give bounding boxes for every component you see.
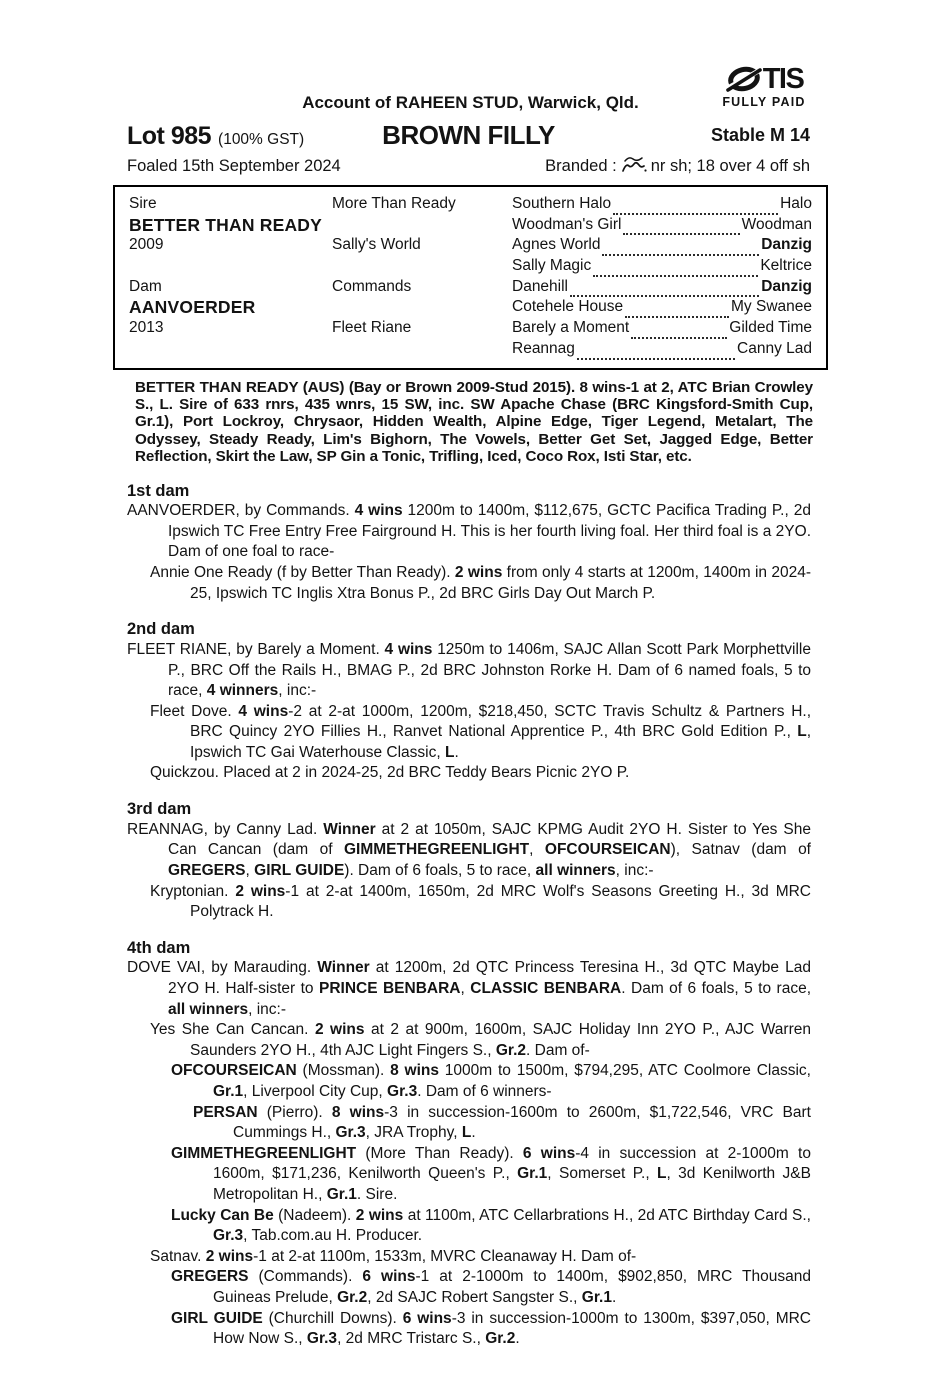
- section-heading: 2nd dam: [127, 620, 195, 639]
- ancestor-sire-name: Canny Lad: [737, 339, 812, 357]
- section-heading: 4th dam: [127, 938, 191, 957]
- ancestor-sire-name: Gilded Time: [729, 319, 812, 337]
- pedigree-paragraph: Fleet Dove. 4 wins-2 at 2-at 1000m, 1200m, $218,450, SCTC Travis Schultz & Partners H., BRC Quincy 2YO Fillies H., Ranvet National Apprentice P., 4th BRC Gold Edition P., L, Ipswich TC Gai Waterhouse Classic, L.: [150, 702, 811, 761]
- dot-leader: [570, 280, 759, 297]
- fully-paid-label: FULLY PAID: [722, 95, 806, 109]
- dot-leader: [623, 218, 739, 235]
- pedigree-paragraph: GREGERS (Commands). 6 wins-1 at 2-1000m to 1400m, $902,850, MRC Thousand Guineas Prelude, Gr.2, 2d SAJC Robert Sangster S., Gr.1.: [171, 1268, 811, 1306]
- sire-label: Sire: [129, 195, 157, 212]
- pedigree-paragraph: PERSAN (Pierro). 8 wins-3 in succession-1600m to 2600m, $1,722,546, VRC Bart Cummings H., Gr.3, JRA Trophy, L.: [193, 1103, 811, 1142]
- ancestor-sire-name: Keltrice: [760, 257, 812, 275]
- section-heading: 1st dam: [127, 481, 190, 500]
- sire-summary-paragraph: BETTER THAN READY (AUS) (Bay or Brown 2009-Stud 2015). 8 wins-1 at 2, ATC Brian Crowley S., L. Sire of 633 rnrs, 435 wnrs, 15 SW, inc. SW Apache Chase (BRC Kingsford-Smith Cup, Gr.1), Port Lockroy, Chrysaor, Hidden Wealth, Alpine Edge, Tiger Legend, Metalart, The Odyssey, Steady Ready, Lim's Bighorn, The Vowels, Better Get Set, Jagged Edge, Better Reflection, Skirt the Law, SP Gin a Tonic, Trifling, Iced, Coco Rox, Isti Star, etc.: [135, 378, 813, 466]
- ancestor-sire-name: My Swanee: [731, 298, 812, 316]
- qtis-logo-row: [712, 64, 816, 94]
- branded-prefix: Branded :: [545, 156, 617, 175]
- stud-brand-icon: [621, 154, 647, 174]
- pedigree-sire-block: [129, 194, 812, 277]
- gst-note: (100% GST): [218, 131, 305, 148]
- stable-number: Stable M 14: [710, 125, 810, 145]
- ancestor-row: [512, 297, 812, 318]
- ancestor-row: [512, 277, 812, 298]
- pedigree-paragraph: Yes She Can Cancan. 2 wins at 2 at 900m, 1600m, SAJC Holiday Inn 2YO P., AJC Warren Saunders 2YO H., 4th AJC Light Fingers S., Gr.2. Dam of-: [150, 1021, 811, 1059]
- dam-year: 2013: [129, 319, 164, 337]
- pedigree-paragraph: GIMMETHEGREENLIGHT (More Than Ready). 6 wins-4 in succession at 2-1000m to 1600m, $171,236, Kenilworth Queen's P., Gr.1, Somerset P., L, 3d Kenilworth J&B Metropolitan H., Gr.1. Sire.: [171, 1144, 811, 1203]
- dot-leader: [625, 301, 729, 318]
- sire-year: 2009: [129, 236, 164, 254]
- sire-ancestors-column: [512, 194, 812, 277]
- pedigree-paragraph: REANNAG, by Canny Lad. Winner at 2 at 1050m, SAJC KPMG Audit 2YO H. Sister to Yes She Can Cancan (dam of GIMMETHEGREENLIGHT, OFCOURSEICAN), Satnav (dam of GREGERS, GIRL GUIDE). Dam of 6 foals, 5 to race, all winners, inc:-: [127, 820, 812, 879]
- pedigree-paragraph: OFCOURSEICAN (Mossman). 8 wins 1000m to 1500m, $794,295, ATC Coolmore Classic, Gr.1, Liverpool City Cup, Gr.3. Dam of 6 winners-: [171, 1062, 811, 1100]
- dam-label: Dam: [129, 277, 162, 295]
- pedigree-paragraph: GIRL GUIDE (Churchill Downs). 6 wins-3 in succession-1000m to 1300m, $397,050, MRC How Now S., Gr.3, 2d MRC Tristarc S., Gr.2.: [171, 1309, 811, 1348]
- ancestor-sire-name: Danzig: [761, 277, 812, 295]
- sire-parents-column: [332, 194, 512, 277]
- sire-column: [129, 194, 332, 277]
- sire-parent-2: Sally's World: [332, 236, 421, 254]
- dot-leader: [631, 322, 727, 339]
- dam-parents-column: [332, 277, 512, 360]
- pedigree-paragraph: Kryptonian. 2 wins-1 at 2-at 1400m, 1650m, 2d MRC Wolf's Seasons Greeting H., 3d MRC Polytrack H.: [150, 882, 811, 921]
- pedigree-paragraph: Lucky Can Be (Nadeem). 2 wins at 1100m, ATC Cellarbrations H., 2d ATC Birthday Card S., Gr.3, Tab.com.au H. Producer.: [171, 1206, 811, 1245]
- pedigree-paragraph: DOVE VAI, by Marauding. Winner at 1200m, 2d QTC Princess Teresina H., 3d QTC Maybe Lad 2YO H. Half-sister to PRINCE BENBARA, CLASSIC BENBARA. Dam of 6 foals, 5 to race, all winners, inc:-: [127, 959, 811, 1018]
- ancestor-name: Barely a Moment: [512, 319, 630, 337]
- ancestor-row: [512, 194, 812, 215]
- lot-left-group: [127, 122, 382, 151]
- ancestor-sire-name: Halo: [780, 195, 812, 212]
- horse-title: BROWN FILLY: [382, 120, 555, 150]
- ancestor-name: Danehill: [512, 277, 569, 295]
- lot-line: [113, 120, 828, 151]
- pedigree-paragraph: AANVOERDER, by Commands. 4 wins 1200m to 1400m, $112,675, GCTC Pacifica Trading P., 2d Ipswich TC Free Entry Free Fairground H. This is her fourth living foal. Her third foal is a 2YO. Dam of one foal to race-: [127, 502, 811, 561]
- ancestor-name: Reannag: [512, 339, 575, 357]
- qtis-logo-text: TIS: [762, 63, 804, 95]
- ancestor-row: [512, 339, 812, 360]
- pedigree-paragraph: FLEET RIANE, by Barely a Moment. 4 wins 1250m to 1406m, SAJC Allan Scott Park Morphettville P., BRC Off the Rails H., BMAG P., 2d BRC Johnston Rorke H. Dam of 6 named foals, 5 to race, 4 winners, inc:-: [127, 640, 811, 700]
- dot-leader: [593, 260, 758, 277]
- branded-suffix: nr sh; 18 over 4 off sh: [650, 156, 810, 175]
- ancestor-name: Woodman's Girl: [512, 215, 622, 233]
- ancestor-row: [512, 318, 812, 339]
- pedigree-paragraph: Quickzou. Placed at 2 in 2024-25, 2d BRC Teddy Bears Picnic 2YO P.: [150, 764, 630, 782]
- sire-name: BETTER THAN READY: [129, 214, 322, 235]
- branded-info: [545, 156, 810, 176]
- qtis-logo: [712, 64, 816, 109]
- pedigree-paragraph: Annie One Ready (f by Better Than Ready). 2 wins from only 4 starts at 1200m, 1400m in 2024-25, Ipswich TC Inglis Xtra Bonus P., 2d BRC Girls Day Out March P.: [150, 564, 811, 602]
- ancestor-sire-name: Danzig: [761, 236, 812, 254]
- pedigree-table: [113, 185, 828, 370]
- ancestor-name: Sally Magic: [512, 257, 592, 275]
- dam-ancestors-column: [512, 277, 812, 360]
- section-heading: 3rd dam: [127, 800, 192, 819]
- foaled-date: Foaled 15th September 2024: [127, 156, 341, 175]
- ancestor-row: [512, 215, 812, 236]
- dot-leader: [602, 239, 759, 256]
- account-line: Account of RAHEEN STUD, Warwick, Qld.: [302, 93, 639, 112]
- lot-number: Lot 985: [127, 122, 212, 150]
- ancestor-name: Cotehele House: [512, 298, 624, 316]
- dam-column: [129, 277, 332, 360]
- sire-parent-1: More Than Ready: [332, 195, 456, 212]
- ancestor-sire-name: Woodman: [741, 215, 812, 233]
- dam-parent-1: Commands: [332, 277, 412, 295]
- ancestor-name: Agnes World: [512, 236, 601, 254]
- ancestor-row: [512, 235, 812, 256]
- dot-leader: [577, 343, 735, 360]
- foaled-branded-line: [113, 156, 828, 176]
- dam-name: AANVOERDER: [129, 297, 256, 318]
- ancestor-name: Southern Halo: [512, 195, 612, 212]
- dam-parent-2: Fleet Riane: [332, 319, 412, 337]
- dam-sections: [127, 481, 811, 1350]
- pedigree-paragraph: Satnav. 2 wins-1 at 2-at 1100m, 1533m, MVRC Cleanaway H. Dam of-: [150, 1247, 637, 1265]
- pedigree-dam-block: [129, 277, 812, 360]
- ancestor-row: [512, 256, 812, 277]
- qtis-q-swoosh-icon: [725, 64, 763, 94]
- dot-leader: [613, 198, 778, 215]
